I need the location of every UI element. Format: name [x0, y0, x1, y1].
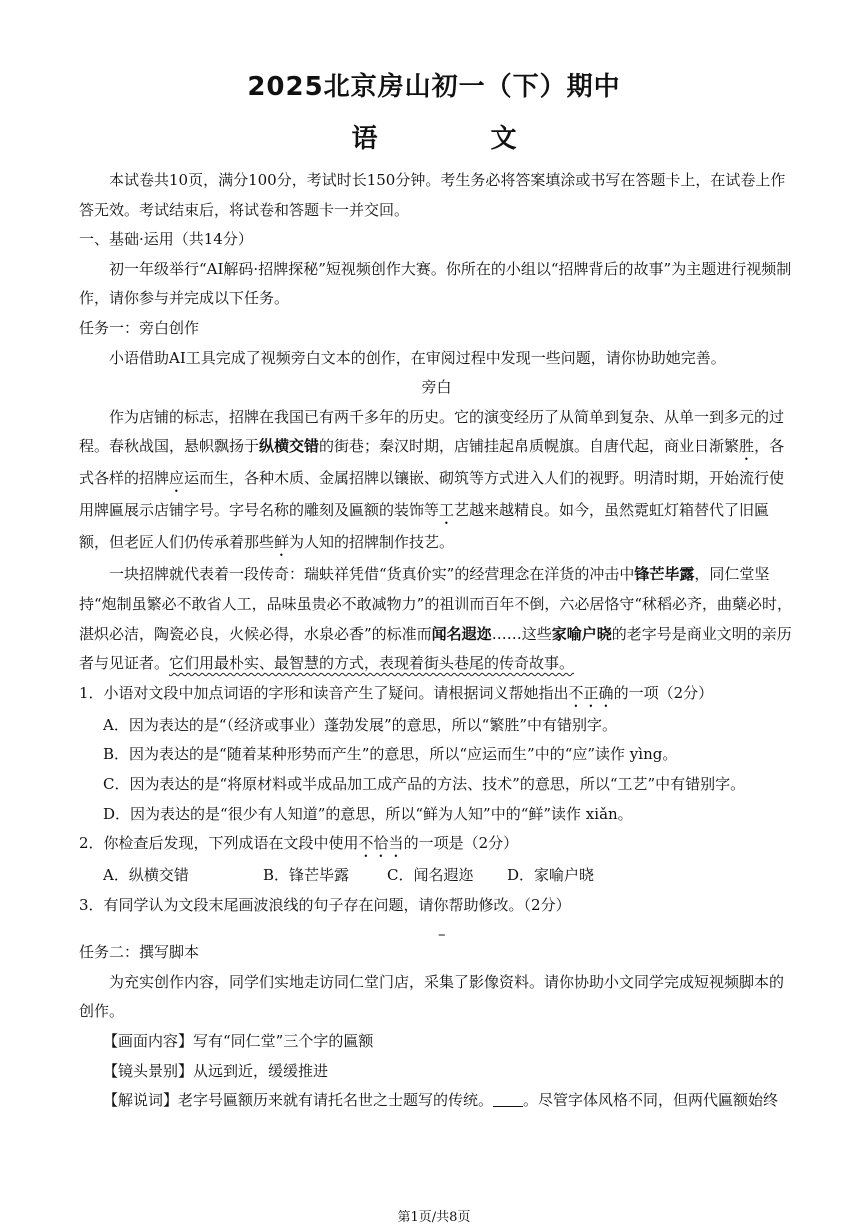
- script-label: 【镜头景别】: [103, 1061, 194, 1080]
- q1-option-b: B．因为表达的是“随着某种形势而产生”的意思，所以“应运而生”中的“应”读作 yìng。: [103, 745, 678, 764]
- text-run: 运而生，各种木质、金属招牌以镶嵌、砌筑等方式进入人们的视野。明清时期，开始流行使用牌匾展示店铺字号。字号名称的雕刻及匾额的装饰等: [79, 469, 785, 520]
- separator-mark: –: [438, 925, 446, 944]
- text-run: 的街巷；秦汉时期，店铺挂起帛质幌旗。自唐代起，商业日渐繁: [319, 437, 740, 456]
- task1-intro: 小语借助AI工具完成了视频旁白文本的创作，在审阅过程中发现一些问题，请你协助她完善。: [109, 348, 726, 367]
- exam-instructions: 本试卷共10页，满分100分，考试时长150分钟。考生务必将答案填涂或书写在答题卡上，在试卷上作答无效。考试结束后，将试卷和答题卡一并交回。: [79, 171, 786, 219]
- emphasis-text: 不恰当: [358, 834, 404, 853]
- task1-heading: 任务一：旁白创作: [79, 318, 200, 337]
- idiom-jiayu: 家喻户晓: [551, 624, 612, 643]
- text-run: 艺越来越精良。如今，虽然霓虹灯箱替代了旧匾额，但老匠人们仍传承着那些: [79, 501, 770, 552]
- exam-content: [79, 166, 794, 1116]
- script-item-narration: [79, 1086, 794, 1116]
- question-2: [79, 829, 794, 861]
- q1-option-a: A．因为表达的是“（经济或事业）蓬勃发展”的意思，所以“繁胜”中有错别字。: [103, 715, 618, 734]
- q2-option-d: D．家喻户晓: [507, 866, 595, 885]
- text-run: ，各式各样的招牌: [79, 437, 785, 488]
- q2-options: [79, 861, 794, 891]
- text-run: ，同仁堂坚持“炮制虽繁必不敢省人工，品味虽贵必不敢减物力”的祖训而百年不倒，六必居恪守“秫稻必齐，曲蘖必时，湛炽必洁，陶瓷必良，火候必得，水泉必香”的标准而: [79, 565, 793, 643]
- script-text: 写有“同仁堂”三个字的匾额: [193, 1032, 374, 1051]
- text-run: 1．小语对文段中加点词语的字形和读音产生了疑问。请根据词义帮她指出: [79, 683, 569, 702]
- passage-title: 旁白: [421, 378, 452, 397]
- q1-option-d: D．因为表达的是“很少有人知道”的意思，所以“鲜为人知”中的“鲜”读作 xiǎn。: [103, 804, 633, 823]
- q2-option-c: C．闻名遐迩: [387, 866, 474, 885]
- text-run: 的一项是（2分）: [403, 834, 519, 853]
- q1-option-c: C．因为表达的是“将原材料或半成品加工成产品的方法、技术”的意思，所以“工艺”中有错别字。: [103, 774, 746, 793]
- answer-blank[interactable]: [493, 1092, 523, 1107]
- script-text: 。尽管字体风格不同，但两代匾额始终: [523, 1091, 779, 1110]
- text-run: 一块招牌就代表着一段传奇：瑞蚨祥凭借“货真价实”的经营理念在洋货的冲击中: [109, 565, 635, 584]
- section-intro: 初一年级举行“AI解码·招牌探秘”短视频创作大赛。你所在的小组以“招牌背后的故事”为主题进行视频制作，请你参与并完成以下任务。: [79, 259, 792, 308]
- script-item-picture: [79, 1027, 794, 1057]
- text-run: 的一项（2分）: [613, 683, 714, 702]
- text-run: 为人知的招牌制作技艺。: [289, 533, 455, 552]
- q2-option-a: A．纵横交错: [103, 866, 189, 885]
- task2-heading: 任务二：撰写脚本: [79, 943, 200, 962]
- task2-intro: 为充实创作内容，同学们实地走访同仁堂门店，采集了影像资料。请你协助小文同学完成短视频脚本的创作。: [79, 972, 785, 1021]
- question-1: [79, 679, 794, 711]
- text-run: ……这些: [491, 624, 552, 643]
- dotted-char: 应: [169, 469, 185, 488]
- script-label: 【解说词】: [103, 1091, 179, 1110]
- question-3: 3．有同学认为文段末尾画波浪线的句子存在问题，请你帮助修改。（2分）: [79, 895, 571, 914]
- text-run: 的老字号是商业文明的亲历者与见证者。: [79, 624, 792, 673]
- wavy-sentence: 它们用最朴实、最智慧的方式，表现着街头巷尾的传奇故事。: [169, 654, 575, 673]
- dotted-char: 胜: [739, 437, 755, 456]
- page-footer: 第1页/共8页: [397, 1210, 471, 1225]
- idiom-zongheng: 纵横交错: [259, 437, 320, 456]
- script-label: 【画面内容】: [103, 1032, 194, 1051]
- dotted-char: 鲜: [274, 533, 290, 552]
- subject-title: 语 文: [351, 124, 569, 154]
- passage-paragraph-1: [79, 403, 794, 561]
- separator: [79, 920, 794, 944]
- idiom-wenming: 闻名遐迩: [431, 624, 492, 643]
- script-item-shot: [79, 1057, 794, 1087]
- emphasis-text: 不正确: [568, 683, 614, 702]
- exam-title: 2025北京房山初一（下）期中: [247, 72, 621, 102]
- section-heading: 一、基础·运用（共14分）: [79, 230, 253, 249]
- q2-option-b: B．锋芒毕露: [263, 866, 350, 885]
- script-text: 老字号匾额历来就有请托名世之士题写的传统。: [178, 1091, 494, 1110]
- text-run: 2．你检查后发现，下列成语在文段中使用: [79, 834, 359, 853]
- idiom-fengmang: 锋芒毕露: [634, 565, 695, 584]
- passage-paragraph-2: [79, 560, 794, 678]
- script-text: 从远到近，缓缓推进: [193, 1061, 329, 1080]
- dotted-char: 工: [439, 501, 455, 520]
- text-run: 作为店铺的标志，招牌在我国已有两千多年的历史。它的演变经历了从简单到复杂、从单一到多元的过程。春秋战国，悬帜飘扬于: [79, 407, 785, 456]
